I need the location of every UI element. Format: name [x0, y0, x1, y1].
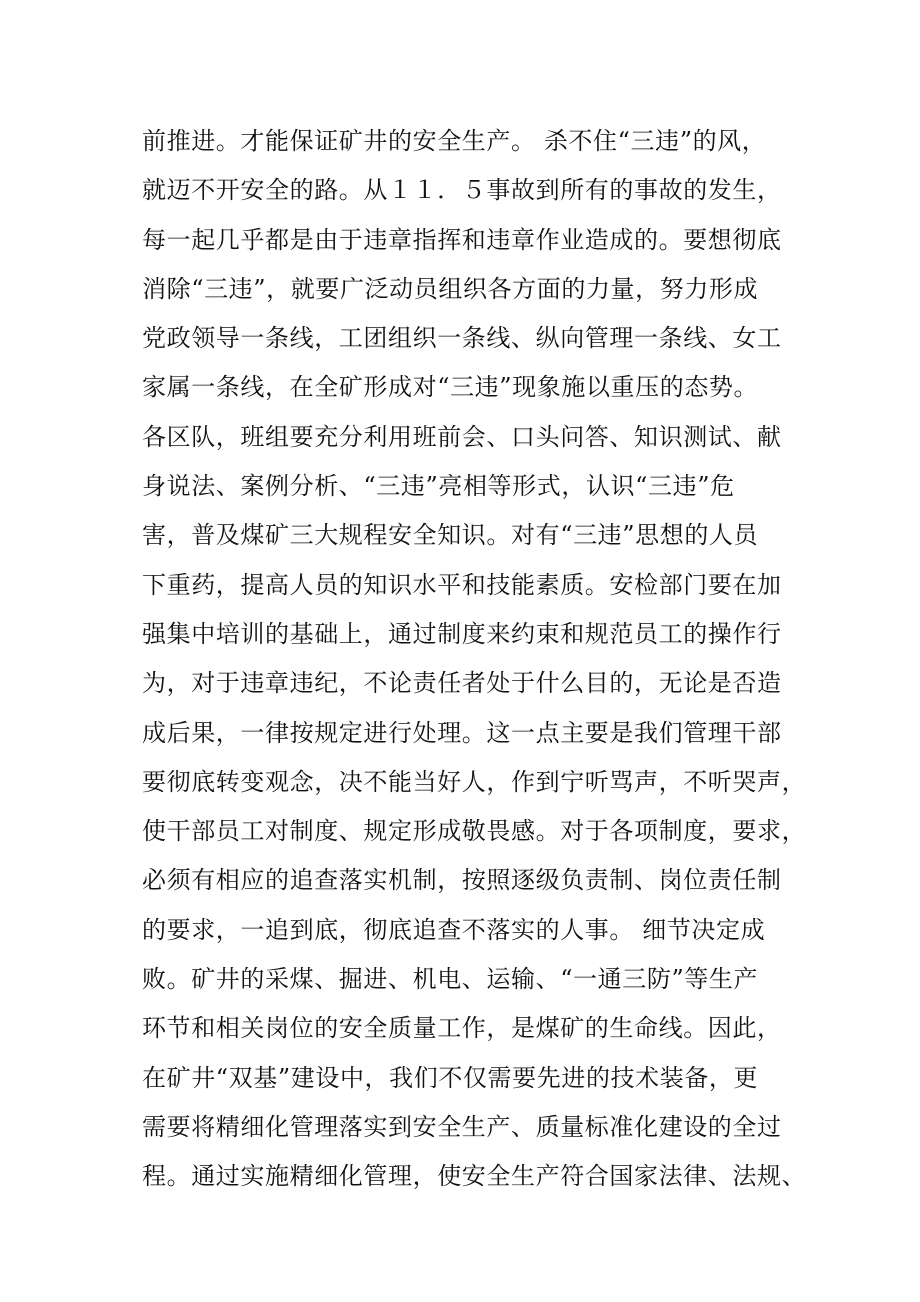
text-line: 成后果，一律按规定进行处理。这一点主要是我们管理干部: [142, 718, 782, 747]
text-line: 身说法、案例分析、“三违”亮相等形式，认识“三违”危: [142, 472, 735, 501]
body-text: [142, 117, 812, 1202]
text-line: 程。通过实施精细化管理，使安全生产符合国家法律、法规、: [142, 1162, 807, 1191]
text-line: 为，对于违章违纪，不论责任者处于什么目的，无论是否造: [142, 669, 782, 698]
text-line: 各区队，班组要充分利用班前会、口头问答、知识测试、献: [142, 422, 782, 451]
text-line: 要彻底转变观念，决不能当好人，作到宁听骂声，不听哭声，: [142, 767, 807, 796]
text-line: 强集中培训的基础上，通过制度来约束和规范员工的操作行: [142, 619, 782, 648]
text-line: 前推进。才能保证矿井的安全生产。 杀不住“三违”的风，: [142, 127, 767, 155]
text-line: 败。矿井的采煤、掘进、机电、运输、“一通三防”等生产: [142, 965, 759, 994]
text-line: 必须有相应的追查落实机制，按照逐级负责制、岗位责任制: [142, 866, 782, 895]
text-line: 党政领导一条线，工团组织一条线、纵向管理一条线、女工: [142, 324, 782, 353]
text-line: 害，普及煤矿三大规程安全知识。对有“三违”思想的人员: [142, 521, 759, 550]
text-line: 使干部员工对制度、规定形成敬畏感。对于各项制度，要求，: [142, 817, 807, 846]
text-line: 在矿井“双基”建设中，我们不仅需要先进的技术装备，更: [142, 1063, 759, 1092]
text-line: 环节和相关岗位的安全质量工作，是煤矿的生命线。因此，: [142, 1014, 782, 1043]
text-line: 消除“三违”，就要广泛动员组织各方面的力量，努力形成: [142, 274, 759, 303]
text-line: 每一起几乎都是由于违章指挥和违章作业造成的。要想彻底: [142, 225, 782, 254]
text-line: 需要将精细化管理落实到安全生产、质量标准化建设的全过: [142, 1112, 782, 1141]
text-line: 下重药，提高人员的知识水平和技能素质。安检部门要在加: [142, 570, 782, 599]
text-line: 家属一条线，在全矿形成对“三违”现象施以重压的态势。: [142, 373, 759, 402]
text-line: 的要求，一追到底，彻底追查不落实的人事。 细节决定成: [142, 915, 766, 944]
text-line: 就迈不开安全的路。从１１．５事故到所有的事故的发生，: [142, 176, 782, 205]
